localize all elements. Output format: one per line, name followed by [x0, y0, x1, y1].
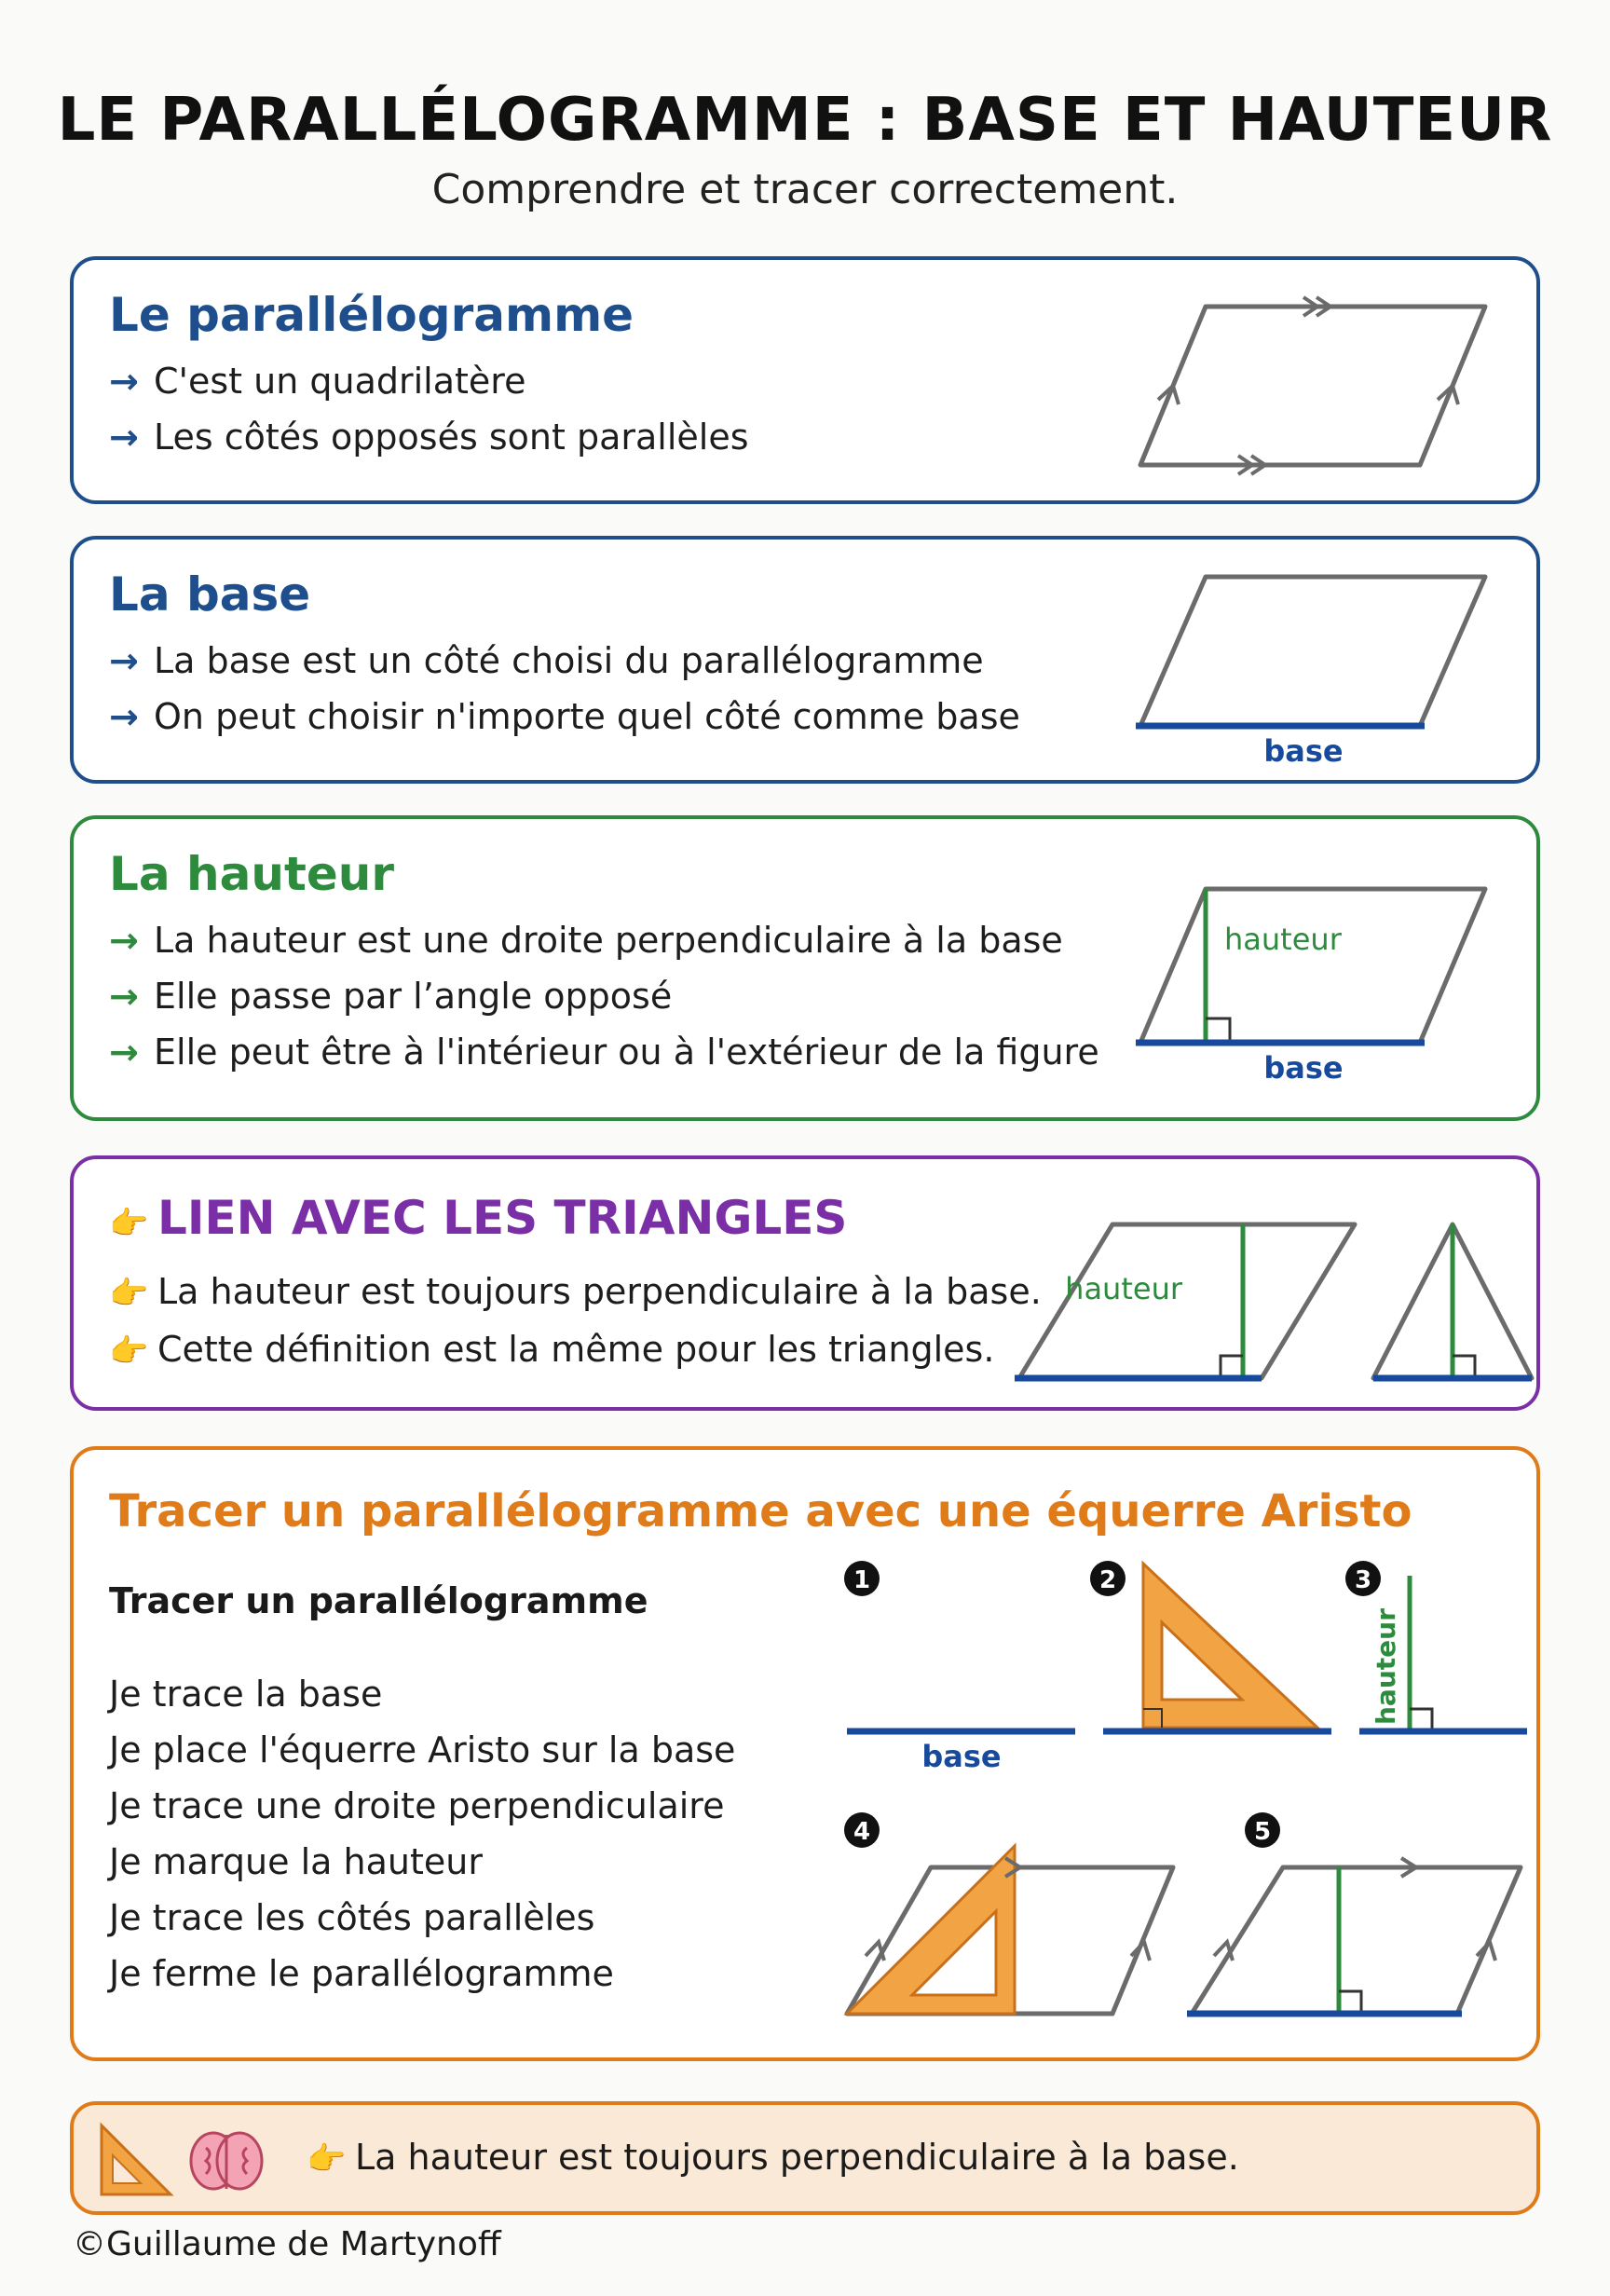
- step-number: 3: [1354, 1566, 1372, 1594]
- bullet-item: [109, 968, 1099, 1024]
- summary-text: La hauteur est toujours perpendiculaire à la base.: [355, 2137, 1239, 2178]
- pointing-hand-icon: 👉: [307, 2140, 347, 2178]
- page-title: LE PARALLÉLOGRAMME : BASE ET HAUTEUR: [57, 86, 1553, 155]
- step-2: [1090, 1561, 1331, 1731]
- bullet-list: [109, 912, 1099, 1080]
- bullet-text: La hauteur est une droite perpendiculaire à la base: [154, 920, 1063, 961]
- step-item: Je trace les côtés parallèles: [109, 1897, 595, 1938]
- bullet-item: [109, 409, 749, 465]
- card-title: [109, 1191, 847, 1245]
- bullet-list: [109, 633, 1020, 745]
- construction-steps-figure: [763, 1543, 1527, 2046]
- copyright: ©Guillaume de Martynoff: [73, 2225, 501, 2263]
- hauteur-label: hauteur: [1065, 1271, 1182, 1306]
- card-title: Tracer un parallélogramme avec une équerre Aristo: [109, 1485, 1412, 1538]
- step-item: Je trace une droite perpendiculaire: [109, 1785, 725, 1826]
- arrow-icon: →: [109, 696, 139, 737]
- bullet-item: [109, 1264, 1042, 1321]
- card-triangles: [70, 1155, 1540, 1411]
- step-item: Je place l'équerre Aristo sur la base: [109, 1729, 736, 1770]
- summary-bar: [70, 2101, 1540, 2215]
- card-base: [70, 536, 1540, 784]
- step-1: [844, 1561, 1075, 1774]
- parallelogram-triangle-figure: [1015, 1178, 1536, 1392]
- step-number: 1: [853, 1566, 871, 1594]
- step-item: Je trace la base: [109, 1674, 383, 1715]
- card-title-text: LIEN AVEC LES TRIANGLES: [157, 1191, 848, 1245]
- page-subtitle: Comprendre et tracer correctement.: [431, 166, 1179, 213]
- step-number: 2: [1098, 1566, 1117, 1594]
- bullet-item: [109, 912, 1099, 968]
- hauteur-figure: [1098, 856, 1527, 1099]
- steps-subtitle: Tracer un parallélogramme: [109, 1580, 648, 1621]
- bullet-list: [109, 1264, 1042, 1379]
- step-4: [844, 1812, 1173, 2014]
- set-square-icon: [92, 2118, 176, 2202]
- hauteur-label: hauteur: [1371, 1608, 1401, 1725]
- bullet-text: La base est un côté choisi du parallélogramme: [154, 640, 984, 681]
- bullet-item: [109, 1024, 1099, 1080]
- bullet-item: [109, 1321, 1042, 1379]
- bullet-text: Cette définition est la même pour les triangles.: [157, 1329, 995, 1370]
- pointing-hand-icon: 👉: [109, 1205, 149, 1242]
- bullet-text: On peut choisir n'importe quel côté comme base: [154, 696, 1020, 737]
- step-number: 5: [1253, 1818, 1272, 1846]
- parallelogram-figure: [1098, 269, 1527, 493]
- bullet-text: Elle passe par l’angle opposé: [154, 976, 673, 1017]
- base-label: base: [1263, 1050, 1344, 1086]
- bullet-text: Elle peut être à l'intérieur ou à l'extérieur de la figure: [154, 1032, 1099, 1073]
- base-label: base: [921, 1739, 1002, 1774]
- pointing-hand-icon: 👉: [109, 1275, 149, 1312]
- step-number: 4: [853, 1818, 871, 1846]
- arrow-icon: →: [109, 361, 139, 402]
- hauteur-label: hauteur: [1224, 922, 1342, 957]
- step-item: Je ferme le parallélogramme: [109, 1953, 614, 1994]
- brain-icon: [187, 2122, 266, 2200]
- arrow-icon: →: [109, 640, 139, 681]
- summary-text-row: [307, 2137, 1239, 2178]
- base-figure: [1098, 549, 1527, 772]
- bullet-item: [109, 633, 1020, 689]
- bullet-text: La hauteur est toujours perpendiculaire à la base.: [157, 1271, 1042, 1312]
- card-title: La base: [109, 567, 311, 622]
- bullet-list: [109, 353, 749, 465]
- card-title: Le parallélogramme: [109, 288, 634, 342]
- card-parallelogramme: [70, 256, 1540, 504]
- base-label: base: [1263, 733, 1344, 769]
- bullet-item: [109, 689, 1020, 745]
- steps-list: [109, 1666, 735, 2002]
- card-title: La hauteur: [109, 847, 395, 901]
- arrow-icon: →: [109, 1032, 139, 1073]
- card-tracer: [70, 1446, 1540, 2061]
- bullet-item: [109, 353, 749, 409]
- bullet-text: Les côtés opposés sont parallèles: [154, 417, 749, 458]
- arrow-icon: →: [109, 417, 139, 458]
- card-hauteur: [70, 815, 1540, 1121]
- step-3: [1345, 1561, 1527, 1731]
- step-5: [1187, 1812, 1521, 2014]
- step-item: Je marque la hauteur: [109, 1841, 483, 1882]
- bullet-text: C'est un quadrilatère: [154, 361, 526, 402]
- arrow-icon: →: [109, 976, 139, 1017]
- pointing-hand-icon: 👉: [109, 1332, 149, 1370]
- arrow-icon: →: [109, 920, 139, 961]
